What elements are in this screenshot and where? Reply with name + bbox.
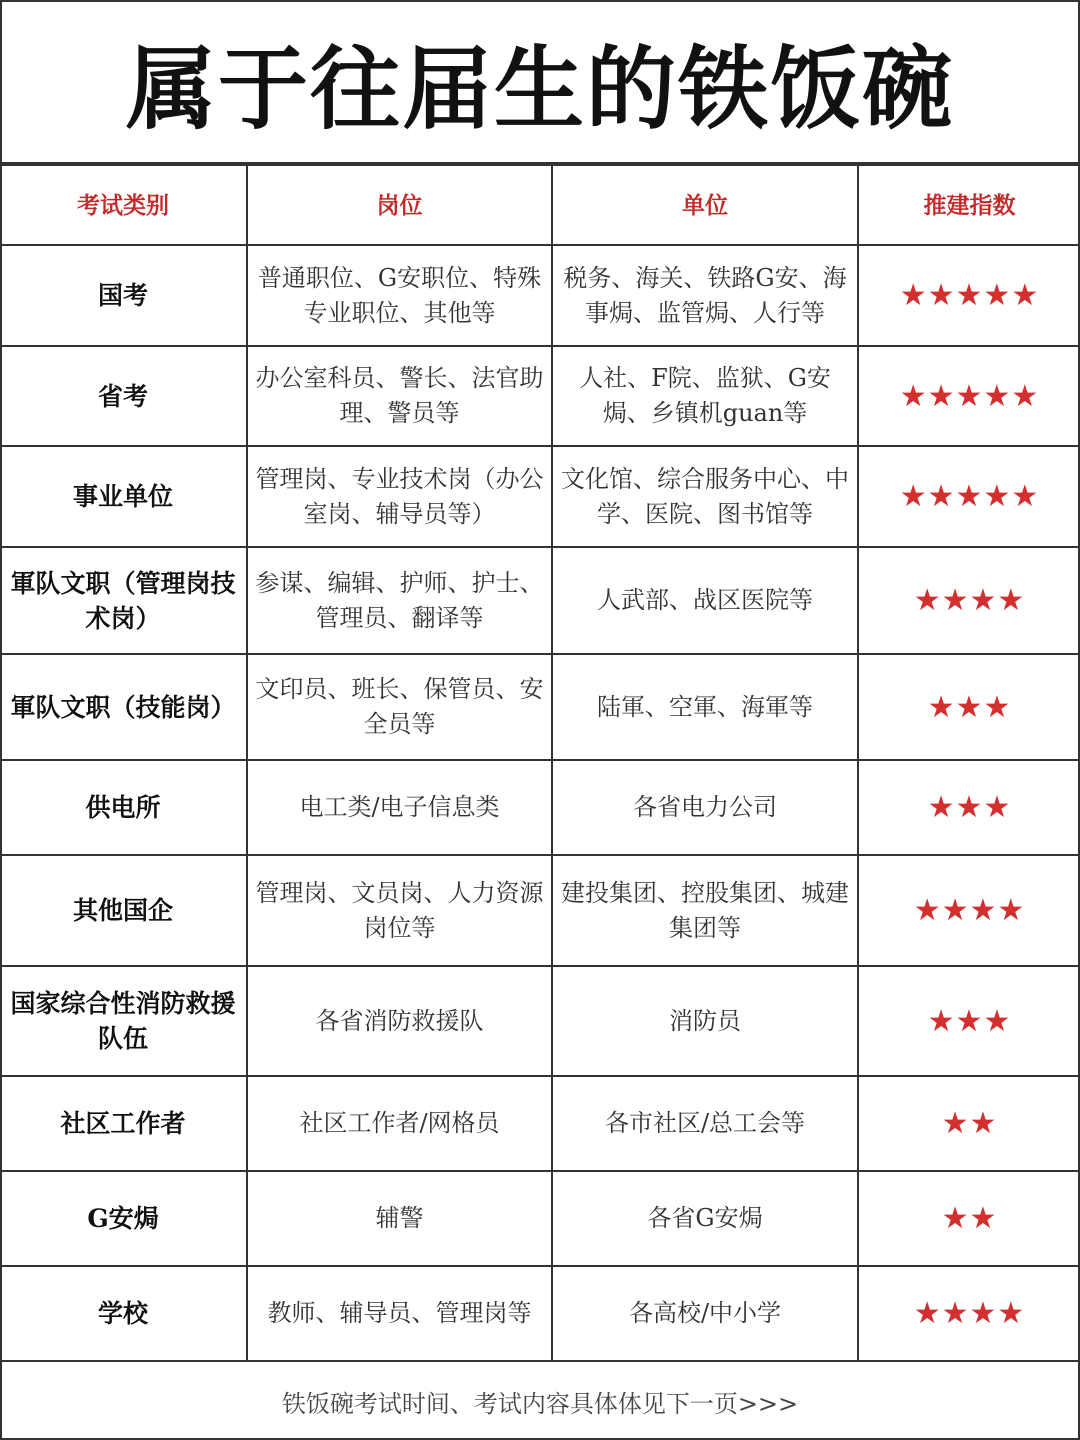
header-units: 单位 xyxy=(552,165,858,245)
category-cell: 学校 xyxy=(0,1266,247,1361)
rating-stars: ★★★ xyxy=(858,966,1080,1076)
table-row xyxy=(0,1266,1080,1361)
table-row xyxy=(0,760,1080,855)
units-cell: 税务、海关、铁路G安、海事焗、监管焗、人行等 xyxy=(552,245,858,346)
category-cell: G安焗 xyxy=(0,1171,247,1266)
units-cell: 各高校/中小学 xyxy=(552,1266,858,1361)
table-row xyxy=(0,346,1080,446)
rating-stars: ★★★★★ xyxy=(858,245,1080,346)
positions-cell: 辅警 xyxy=(247,1171,552,1266)
positions-cell: 文印员、班长、保管员、安全员等 xyxy=(247,654,552,760)
rating-stars: ★★ xyxy=(858,1171,1080,1266)
units-cell: 人武部、战区医院等 xyxy=(552,547,858,654)
table-row xyxy=(0,245,1080,346)
units-cell: 建投集团、控股集团、城建集团等 xyxy=(552,855,858,966)
rating-stars: ★★★★★ xyxy=(858,446,1080,547)
category-cell: 事业单位 xyxy=(0,446,247,547)
rating-stars: ★★★ xyxy=(858,654,1080,760)
table-row xyxy=(0,547,1080,654)
units-cell: 人社、F院、监狱、G安焗、乡镇机guan等 xyxy=(552,346,858,446)
footer-note: 铁饭碗考试时间、考试内容具体体见下一页>>> xyxy=(0,1360,1080,1440)
positions-cell: 参谋、编辑、护师、护士、管理员、翻译等 xyxy=(247,547,552,654)
rating-stars: ★★★★★ xyxy=(858,346,1080,446)
units-cell: 各省G安焗 xyxy=(552,1171,858,1266)
positions-cell: 教师、辅导员、管理岗等 xyxy=(247,1266,552,1361)
positions-cell: 社区工作者/网格员 xyxy=(247,1076,552,1171)
rating-stars: ★★ xyxy=(858,1076,1080,1171)
category-cell: 供电所 xyxy=(0,760,247,855)
units-cell: 消防员 xyxy=(552,966,858,1076)
table-row xyxy=(0,966,1080,1076)
rating-stars: ★★★ xyxy=(858,760,1080,855)
header-positions: 岗位 xyxy=(247,165,552,245)
page-title: 属于往届生的铁饭碗 xyxy=(0,0,1080,164)
category-cell: 軍队文职（技能岗） xyxy=(0,654,247,760)
positions-cell: 办公室科员、警长、法官助理、警员等 xyxy=(247,346,552,446)
header-rating: 推建指数 xyxy=(858,165,1080,245)
table-row xyxy=(0,1171,1080,1266)
positions-cell: 管理岗、专业技术岗（办公室岗、辅导员等） xyxy=(247,446,552,547)
rating-stars: ★★★★ xyxy=(858,855,1080,966)
positions-cell: 各省消防救援队 xyxy=(247,966,552,1076)
category-cell: 軍队文职（管理岗技术岗） xyxy=(0,547,247,654)
units-cell: 陆軍、空軍、海軍等 xyxy=(552,654,858,760)
category-cell: 省考 xyxy=(0,346,247,446)
table-header-row xyxy=(0,165,1080,245)
table-row xyxy=(0,654,1080,760)
exam-table xyxy=(0,164,1080,1362)
header-category: 考试类别 xyxy=(0,165,247,245)
units-cell: 文化馆、综合服务中心、中学、医院、图书馆等 xyxy=(552,446,858,547)
table-row xyxy=(0,446,1080,547)
rating-stars: ★★★★ xyxy=(858,547,1080,654)
category-cell: 社区工作者 xyxy=(0,1076,247,1171)
positions-cell: 普通职位、G安职位、特殊专业职位、其他等 xyxy=(247,245,552,346)
units-cell: 各省电力公司 xyxy=(552,760,858,855)
category-cell: 国家综合性消防救援队伍 xyxy=(0,966,247,1076)
units-cell: 各市社区/总工会等 xyxy=(552,1076,858,1171)
category-cell: 国考 xyxy=(0,245,247,346)
positions-cell: 管理岗、文员岗、人力资源岗位等 xyxy=(247,855,552,966)
table-row xyxy=(0,855,1080,966)
positions-cell: 电工类/电子信息类 xyxy=(247,760,552,855)
table-row xyxy=(0,1076,1080,1171)
category-cell: 其他国企 xyxy=(0,855,247,966)
rating-stars: ★★★★ xyxy=(858,1266,1080,1361)
